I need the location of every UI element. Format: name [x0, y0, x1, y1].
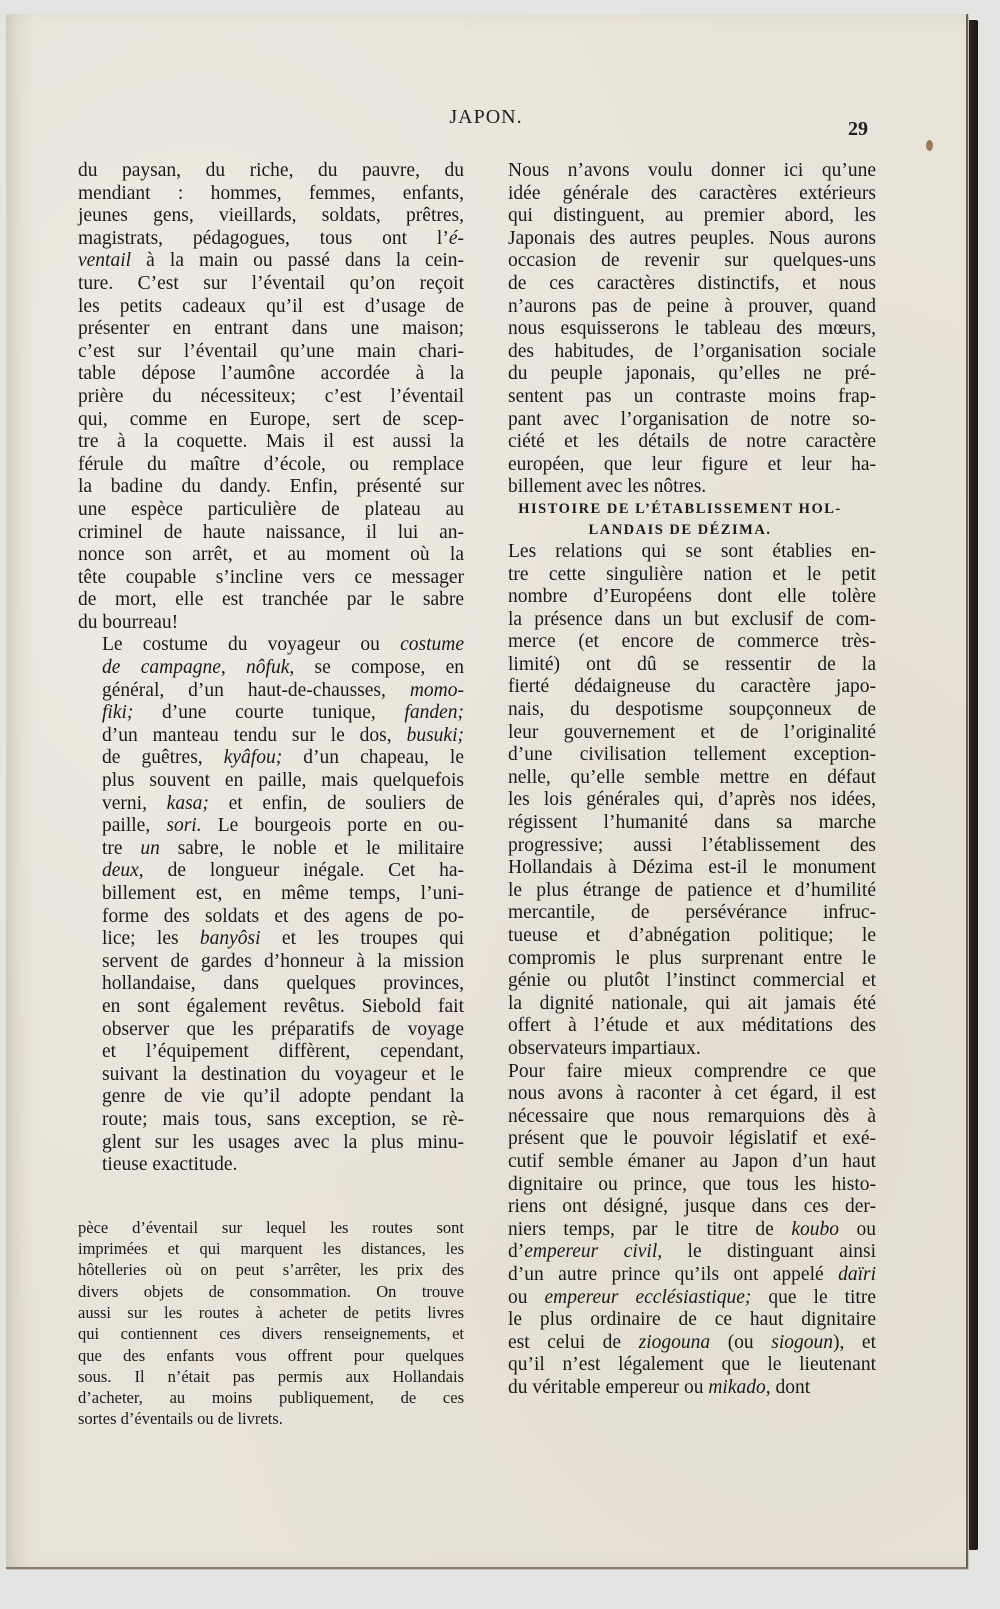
text-line: lice; les banyôsi et les troupes qui [102, 928, 464, 950]
book-page [6, 14, 968, 1569]
text-line: billement est, en même temps, l’uni- [102, 883, 464, 904]
text-line: les petits cadeaux qu’il est d’usage de [78, 295, 464, 317]
text-line: magistrats, pédagogues, tous ont l’é- [78, 227, 464, 249]
text-line: de campagne, nôfuk, se compose, en [102, 657, 464, 679]
text-line: deux, de longueur inégale. Cet ha- [102, 860, 464, 882]
text-line: tre à la coquette. Mais il est aussi la [78, 431, 464, 453]
text-line: nous avons à raconter à cet égard, il est [508, 1083, 876, 1105]
text-line: paille, sori. Le bourgeois porte en ou- [102, 815, 464, 837]
text-line: compromis le plus surprenant entre le [508, 947, 876, 969]
text-line: fierté dédaigneuse du caractère japo- [508, 676, 876, 698]
text-line: la badine du dandy. Enfin, présenté sur [78, 476, 464, 498]
text-line: aussi sur les routes à acheter de petits livres [78, 1302, 464, 1322]
text-line: d’un autre prince qu’ils ont appelé daïri [508, 1263, 876, 1285]
text-line: mendiant : hommes, femmes, enfants, [78, 182, 464, 204]
running-title: JAPON. [449, 106, 523, 128]
text-line: occasion de revenir sur quelques-uns [508, 250, 876, 272]
text-line: ciété et les détails de notre caractère [508, 431, 876, 453]
text-line: Nous n’avons voulu donner ici qu’une [508, 160, 876, 181]
text-line: n’aurons pas de peine à prouver, quand [508, 295, 876, 317]
text-line: nelle, qu’elle semble mettre en défaut [508, 766, 876, 788]
left-column [78, 160, 464, 1430]
text-line: sentent pas un contraste moins frap- [508, 385, 876, 407]
text-line: général, d’un haut-de-chausses, momo- [102, 679, 464, 701]
text-line: les lois générales qui, d’après nos idées, [508, 789, 876, 811]
text-line: européen, que leur figure et leur ha- [508, 453, 876, 475]
text-line: en sont également revêtus. Siebold fait [102, 995, 464, 1017]
text-line: des habitudes, de l’organisation sociale [508, 340, 876, 362]
text-line: Le costume du voyageur ou costume [102, 634, 464, 656]
text-line: génie ou plutôt l’instinct commercial et [508, 970, 876, 992]
text-line: Japonais des autres peuples. Nous aurons [508, 227, 876, 249]
text-line: du peuple japonais, qu’elles ne pré- [508, 363, 876, 385]
ink-stain [926, 140, 933, 151]
text-line: sous. Il n’était pas permis aux Hollandais [78, 1366, 464, 1386]
right-paragraph-2 [484, 541, 876, 1061]
text-line: nous esquisserons le tableau des mœurs, [508, 318, 876, 340]
text-line: prière du nécessiteux; c’est l’éventail [78, 385, 464, 407]
text-line: table dépose l’aumône accordée à la [78, 363, 464, 385]
text-line: régissent l’humanité dans sa marche [508, 812, 876, 834]
text-line: idée générale des caractères extérieurs [508, 182, 876, 204]
text-line: qui, comme en Europe, sert de scep- [78, 408, 464, 430]
text-line: d’une civilisation tellement exception- [508, 744, 876, 766]
text-line: niers temps, par le titre de koubo ou [508, 1218, 876, 1240]
text-line: fiki; d’une courte tunique, fanden; [102, 702, 464, 724]
text-line: présent que le pouvoir législatif et exé- [508, 1128, 876, 1150]
text-line: sortes d’éventails ou de livrets. [78, 1409, 283, 1429]
text-line: HISTOIRE DE L’ÉTABLISSEMENT HOL- [518, 500, 842, 517]
text-line: Hollandais à Dézima est-il le monument [508, 857, 876, 879]
text-line: leur gouvernement et de l’originalité [508, 721, 876, 743]
text-line: qui distinguent, au premier abord, les [508, 205, 876, 227]
footnote [78, 1217, 464, 1430]
text-line: qui contiennent ces divers renseignements, et [78, 1324, 464, 1344]
text-line: imprimées et qui marquent les distances, les [78, 1239, 464, 1259]
text-line: Les relations qui se sont établies en- [508, 540, 876, 562]
text-line: route; mais tous, sans exception, se rè- [102, 1108, 464, 1130]
text-line: est celui de ziogouna (ou siogoun), et [508, 1331, 876, 1353]
text-line: férule du maître d’école, ou remplace [78, 453, 464, 475]
text-line: verni, kasa; et enfin, de souliers de [102, 792, 464, 814]
text-line: et l’équipement diffèrent, cependant, [102, 1041, 464, 1063]
text-line: glent sur les usages avec la plus minu- [102, 1131, 464, 1153]
text-line: qu’il n’est légalement que le lieutenant [508, 1354, 876, 1376]
text-line: suivant la destination du voyageur et le [102, 1063, 464, 1085]
text-line: jeunes gens, vieillards, soldats, prêtres, [78, 205, 464, 227]
text-line: le plus ordinaire de ce haut dignitaire [508, 1309, 876, 1331]
text-line: nombre d’Européens dont elle tolère [508, 586, 876, 608]
text-line: servent de gardes d’honneur à la mission [102, 950, 464, 972]
text-line: cutif semble émaner au Japon d’un haut [508, 1150, 876, 1172]
text-line: de ces caractères distinctifs, et nous [508, 272, 876, 294]
text-line: limité) ont dû se ressentir de la [508, 653, 876, 675]
text-line: tieuse exactitude. [102, 1154, 238, 1176]
text-line: tête coupable s’incline vers ce messager [78, 566, 464, 588]
text-line: tre un sabre, le noble et le militaire [102, 837, 464, 859]
left-paragraph-1 [78, 160, 464, 634]
text-line: de mort, elle est tranchée par le sabre [78, 589, 464, 611]
text-line: de guêtres, kyâfou; d’un chapeau, le [102, 747, 464, 769]
text-line: riens ont désigné, jusque dans ces der- [508, 1196, 876, 1218]
text-line: progressive; aussi l’établissement des [508, 834, 876, 856]
text-line: plus souvent en paille, mais quelquefois [102, 770, 464, 792]
text-line: observer que les préparatifs de voyage [102, 1018, 464, 1040]
text-line: genre de vie qu’il adopte pendant la [102, 1086, 464, 1108]
text-line: tueuse et d’abnégation politique; le [508, 925, 876, 946]
text-line: du bourreau! [78, 611, 179, 633]
text-line: nais, du despotisme soupçonneux de [508, 699, 876, 721]
text-line: que des enfants vous offrent pour quelques [78, 1345, 464, 1365]
text-line: du véritable empereur ou mikado, dont [508, 1376, 811, 1398]
section-heading [484, 499, 876, 541]
text-line: hôtelleries où on peut s’arrêter, les prix des [78, 1260, 464, 1280]
text-line: forme des soldats et des agens de po- [102, 905, 464, 927]
text-line: offert à l’étude et aux méditations des [508, 1015, 876, 1037]
text-line: le plus étrange de patience et d’humilité [508, 879, 876, 901]
text-line: dignitaire ou prince, que tous les histo- [508, 1173, 876, 1195]
text-line: ou empereur ecclésiastique; que le titre [508, 1286, 876, 1308]
right-column [484, 160, 876, 1399]
text-line: pèce d’éventail sur lequel les routes sont [78, 1217, 464, 1237]
text-line: pant avec l’organisation de notre so- [508, 408, 876, 430]
right-paragraph-1 [484, 160, 876, 499]
text-line: d’empereur civil, le distinguant ainsi [508, 1241, 876, 1263]
text-line: LANDAIS DE DÉZIMA. [588, 521, 772, 538]
text-line: la présence dans un but exclusif de com- [508, 608, 876, 630]
left-paragraph-2 [78, 634, 464, 1176]
text-line: Pour faire mieux comprendre ce que [508, 1060, 876, 1082]
text-line: une espèce particulière de plateau au [78, 498, 464, 520]
text-line: c’est sur l’éventail qu’une main chari- [78, 340, 464, 362]
text-line: ture. C’est sur l’éventail qu’on reçoit [78, 272, 464, 294]
text-line: d’un manteau tendu sur le dos, busuki; [102, 724, 464, 746]
text-line: criminel de haute naissance, il lui an- [78, 521, 464, 543]
text-line: mercantile, de persévérance infruc- [508, 902, 876, 924]
text-line: nécessaire que nous remarquions dès à [508, 1105, 876, 1127]
text-line: d’acheter, au moins publiquement, de ces [78, 1388, 464, 1408]
text-line: la dignité nationale, qui ait jamais été [508, 992, 876, 1014]
text-line: ventail à la main ou passé dans la cein- [78, 250, 464, 272]
text-line: nonce son arrêt, et au moment où la [78, 544, 464, 566]
text-line: tre cette singulière nation et le petit [508, 563, 876, 585]
text-line: observateurs impartiaux. [508, 1037, 701, 1059]
text-line: présenter en entrant dans une maison; [78, 318, 464, 340]
text-line: merce (et encore de commerce très- [508, 631, 876, 653]
text-line: hollandaise, dans quelques provinces, [102, 973, 464, 995]
page-number: 29 [848, 118, 868, 140]
text-line: du paysan, du riche, du pauvre, du [78, 160, 464, 181]
text-line: billement avec les nôtres. [508, 476, 707, 498]
right-paragraph-3 [484, 1061, 876, 1400]
text-line: divers objets de consommation. On trouve [78, 1281, 464, 1301]
